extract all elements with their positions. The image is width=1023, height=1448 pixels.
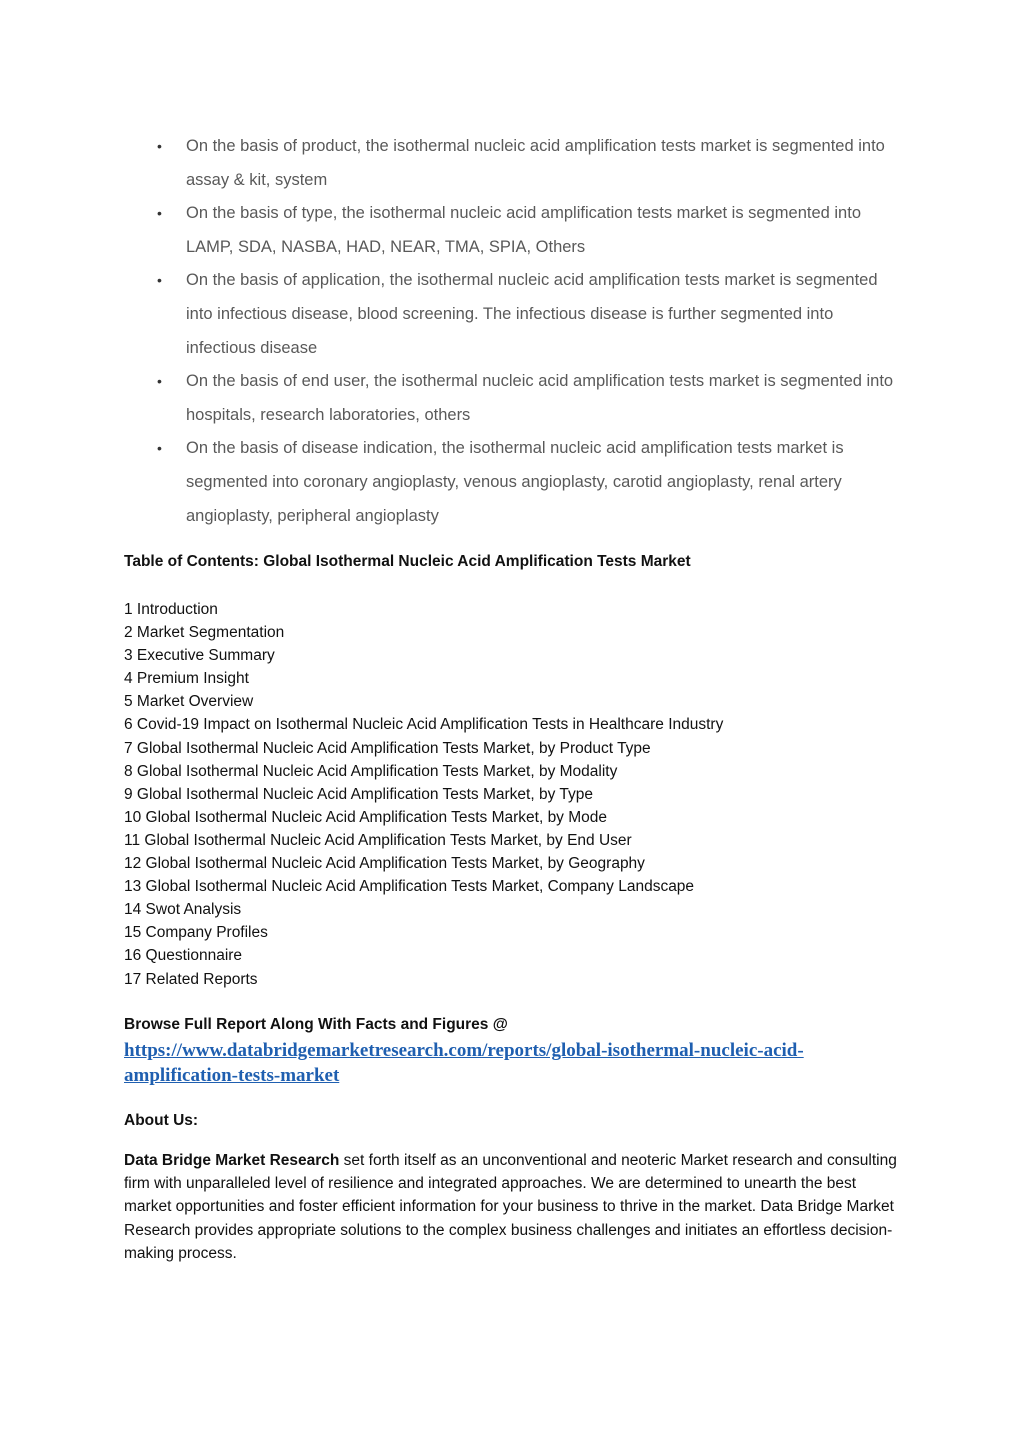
bullet-text: On the basis of application, the isothermal nucleic acid amplification tests market is segmented into infectious disease, blood screening. The infectious disease is further segmented into infectious disease xyxy=(186,271,878,357)
toc-item: 5 Market Overview xyxy=(124,693,254,711)
company-name: Data Bridge Market Research xyxy=(124,1152,340,1169)
toc-item: 8 Global Isothermal Nucleic Acid Amplification Tests Market, by Modality xyxy=(124,762,618,780)
bullet-text: On the basis of product, the isothermal nucleic acid amplification tests market is segmented into assay & kit, system xyxy=(186,137,885,189)
about-us-text: set forth itself as an unconventional and neoteric Market research and consulting firm with unparalleled level of resilience and integrated approaches. We are determined to unearth the best market opportunities and foster efficient information for your business to thrive in the market. Data Bridge Market Research provides appropriate solutions to the complex business challenges and initiates an effortless decision-making process. xyxy=(124,1152,897,1262)
toc-title: Table of Contents: Global Isothermal Nucleic Acid Amplification Tests Market xyxy=(124,553,691,570)
toc-item: 1 Introduction xyxy=(124,601,218,618)
bullet-item-disease-indication xyxy=(0,432,1023,533)
toc-item: 13 Global Isothermal Nucleic Acid Amplification Tests Market, Company Landscape xyxy=(124,878,695,896)
report-link-line-1[interactable]: https://www.databridgemarketresearch.com/reports/global-isothermal-nucleic-acid- xyxy=(124,1040,804,1061)
toc-item: 15 Company Profiles xyxy=(124,924,268,942)
browse-report-label: Browse Full Report Along With Facts and Figures @ xyxy=(124,1016,508,1033)
toc-item: 6 Covid-19 Impact on Isothermal Nucleic Acid Amplification Tests in Healthcare Industry xyxy=(124,716,724,734)
bullet-item-application xyxy=(0,264,1023,365)
toc-item: 4 Premium Insight xyxy=(124,670,249,688)
bullet-text: On the basis of end user, the isothermal nucleic acid amplification tests market is segmented into hospitals, research laboratories, others xyxy=(186,372,894,424)
about-us-paragraph xyxy=(124,1149,904,1265)
bullet-icon: • xyxy=(157,373,162,390)
bullet-item-product xyxy=(0,130,1023,197)
bullet-text: On the basis of disease indication, the isothermal nucleic acid amplification tests market is segmented into coronary angioplasty, venous angioplasty, carotid angioplasty, renal artery angioplasty, peripheral angioplasty xyxy=(186,439,844,525)
toc-item: 11 Global Isothermal Nucleic Acid Amplification Tests Market, by End User xyxy=(124,831,632,849)
toc-item: 16 Questionnaire xyxy=(124,947,243,965)
segmentation-bullet-list xyxy=(0,130,1023,533)
bullet-item-end-user xyxy=(0,365,1023,432)
toc-item: 9 Global Isothermal Nucleic Acid Amplification Tests Market, by Type xyxy=(124,785,593,803)
bullet-icon: • xyxy=(157,205,162,222)
toc-item: 12 Global Isothermal Nucleic Acid Amplification Tests Market, by Geography xyxy=(124,855,645,873)
toc-item: 3 Executive Summary xyxy=(124,647,275,665)
toc-item: 10 Global Isothermal Nucleic Acid Amplification Tests Market, by Mode xyxy=(124,808,608,826)
toc-item: 7 Global Isothermal Nucleic Acid Amplification Tests Market, by Product Type xyxy=(124,739,651,757)
toc-item: 14 Swot Analysis xyxy=(124,901,242,919)
toc-item: 2 Market Segmentation xyxy=(124,624,285,642)
toc-list xyxy=(124,598,723,991)
toc-item: 17 Related Reports xyxy=(124,970,258,988)
report-link-line-2[interactable]: amplification-tests-market xyxy=(124,1065,340,1086)
report-link[interactable] xyxy=(124,1038,884,1088)
bullet-icon: • xyxy=(157,272,162,289)
bullet-item-type xyxy=(0,197,1023,264)
bullet-icon: • xyxy=(157,138,162,154)
about-us-heading: About Us: xyxy=(124,1112,199,1129)
bullet-text: On the basis of type, the isothermal nucleic acid amplification tests market is segmented into LAMP, SDA, NASBA, HAD, NEAR, TMA, SPIA, Others xyxy=(186,204,861,256)
bullet-icon: • xyxy=(157,440,162,457)
